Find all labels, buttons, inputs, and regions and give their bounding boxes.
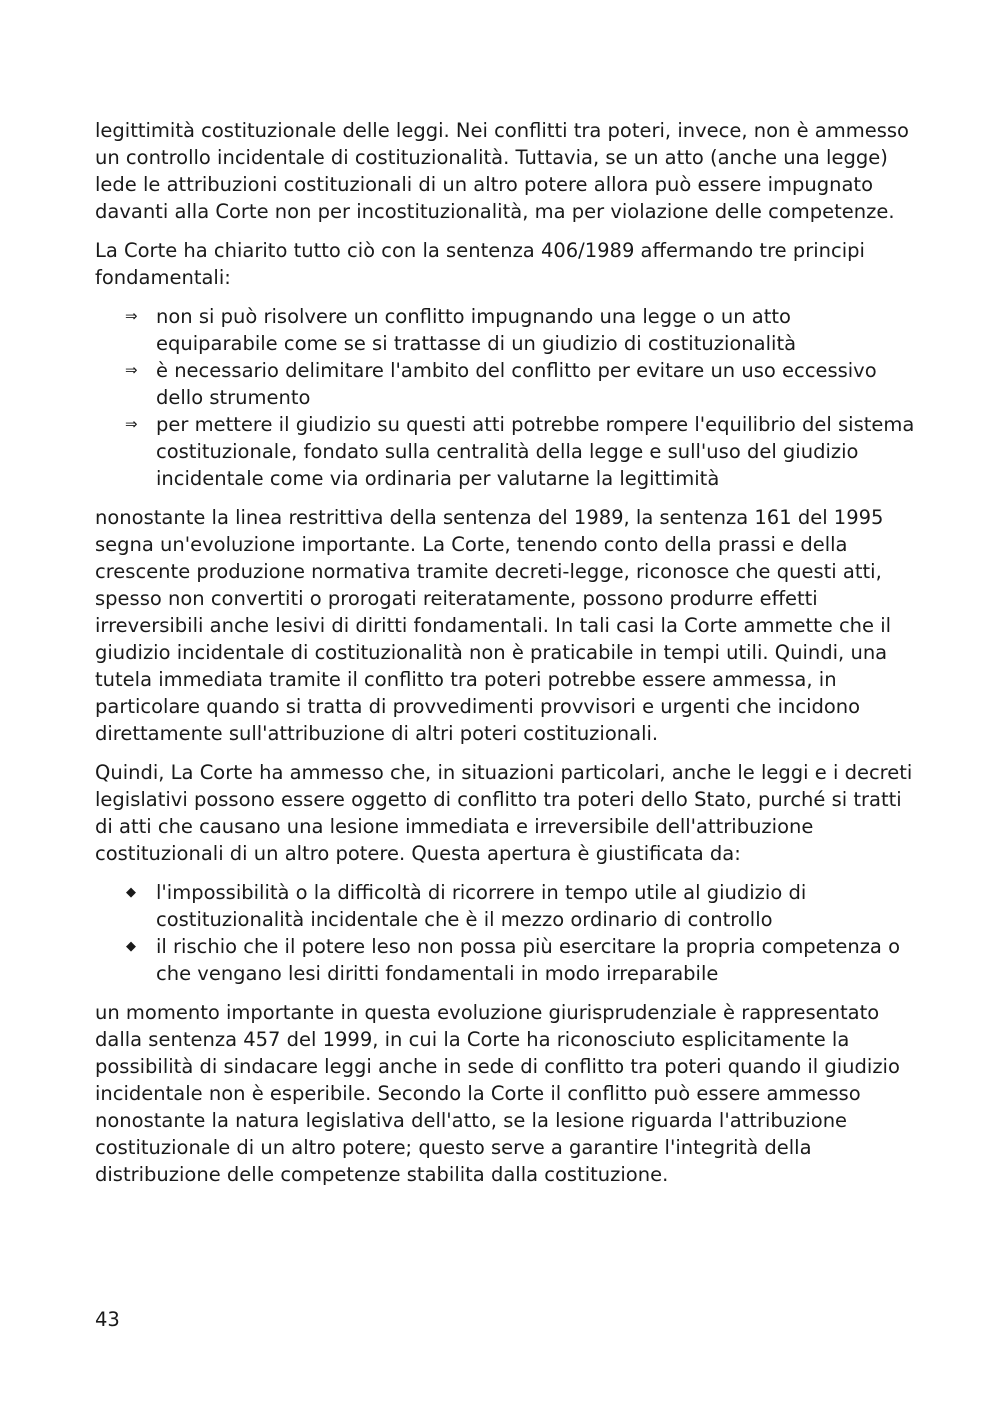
paragraph: un momento importante in questa evoluzione giurisprudenziale è rappresentato dalla sentenza 457 del 1999, in cui la Corte ha riconosciuto esplicitamente la possibilità di sindacare leggi anche in sede di conflitto tra poteri quando il giudizio incidentale non è esperibile. Secondo la Corte il conflitto può essere ammesso nonostante la natura legislativa dell'atto, se la lesione riguarda l'attribuzione costituzionale di un altro potere; questo serve a garantire l'integrità della distribuzione delle competenze stabilita dalla costituzione.	[95, 1001, 900, 1186]
paragraph: La Corte ha chiarito tutto ciò con la sentenza 406/1989 affermando tre principi fondamentali:	[95, 239, 865, 289]
arrow-bullet-icon: ⇒	[125, 307, 138, 325]
paragraph: Quindi, La Corte ha ammesso che, in situazioni particolari, anche le leggi e i decreti legislativi possono essere oggetto di conflitto tra poteri dello Stato, purché si tratti di atti che causano una lesione immediata e irreversibile dell'attribuzione costituzionali di un altro potere. Questa apertura è giustificata da:	[95, 761, 913, 865]
list-item-text: l'impossibilità o la difficoltà di ricorrere in tempo utile al giudizio di costituzionalità incidentale che è il mezzo ordinario di controllo	[156, 881, 807, 931]
list-item	[126, 879, 915, 933]
list-item	[125, 357, 915, 411]
page-number: 43	[95, 1308, 120, 1331]
list-item	[126, 933, 915, 987]
list-item-text: il rischio che il potere leso non possa più esercitare la propria competenza o che vengano lesi diritti fondamentali in modo irreparabile	[156, 935, 900, 985]
arrow-bullet-icon: ⇒	[125, 361, 138, 379]
diamond-bullet-icon: ◆	[126, 885, 136, 900]
arrow-bullet-icon: ⇒	[125, 415, 138, 433]
paragraph: nonostante la linea restrittiva della sentenza del 1989, la sentenza 161 del 1995 segna un'evoluzione importante. La Corte, tenendo conto della prassi e della crescente produzione normativa tramite decreti-legge, riconosce che questi atti, spesso non convertiti o prorogati reiteratamente, possono produrre effetti irreversibili anche lesivi di diritti fondamentali. In tali casi la Corte ammette che il giudizio incidentale di costituzionalità non è praticabile in tempi utili. Quindi, una tutela immediata tramite il conflitto tra poteri potrebbe essere ammessa, in particolare quando si tratta di provvedimenti provvisori e urgenti che incidono direttamente sull'attribuzione di altri poteri costituzionali.	[95, 506, 892, 745]
page-body	[95, 117, 915, 1200]
list-item-text: per mettere il giudizio su questi atti potrebbe rompere l'equilibrio del sistema costituzionale, fondato sulla centralità della legge e sull'uso del giudizio incidentale come via ordinaria per valutarne la legittimità	[156, 413, 915, 490]
paragraph: legittimità costituzionale delle leggi. Nei conflitti tra poteri, invece, non è ammesso un controllo incidentale di costituzionalità. Tuttavia, se un atto (anche una legge) lede le attribuzioni costituzionali di un altro potere allora può essere impugnato davanti alla Corte non per incostituzionalità, ma per violazione delle competenze.	[95, 119, 909, 223]
list-item	[125, 303, 915, 357]
list-item	[125, 411, 915, 492]
principles-list	[95, 303, 915, 492]
list-item-text: non si può risolvere un conflitto impugnando una legge o un atto equiparabile come se si trattasse di un giudizio di costituzionalità	[156, 305, 797, 355]
reasons-list	[95, 879, 915, 987]
list-item-text: è necessario delimitare l'ambito del conflitto per evitare un uso eccessivo dello strumento	[156, 359, 877, 409]
diamond-bullet-icon: ◆	[126, 939, 136, 954]
